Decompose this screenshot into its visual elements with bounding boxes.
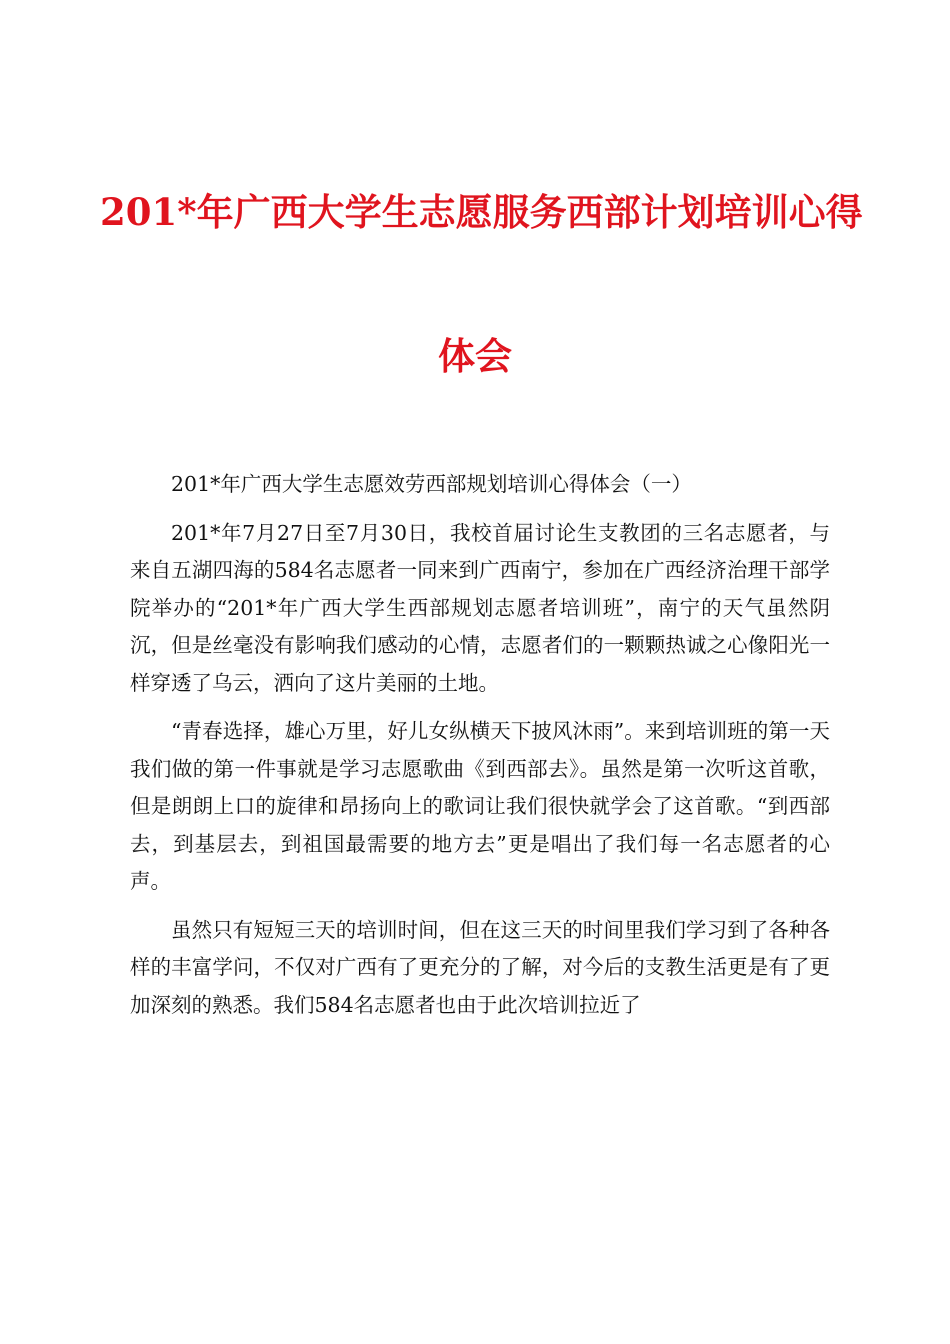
document-title-line-1: 201*年广西大学生志愿服务西部计划培训心得	[100, 190, 863, 234]
paragraph-3: 虽然只有短短三天的培训时间，但在这三天的时间里我们学习到了各种各样的丰富学问，不仅对广西有了更充分的了解，对今后的支教生活更是有了更加深刻的熟悉。我们584名志愿者也由于此次培训拉近了	[130, 917, 830, 1017]
document-title-line-2: 体会	[438, 334, 512, 378]
section-subtitle: 201*年广西大学生志愿效劳西部规划培训心得体会（一）	[171, 472, 692, 496]
document-body	[130, 466, 830, 1035]
paragraph-1: 201*年7月27日至7月30日，我校首届讨论生支教团的三名志愿者，与来自五湖四海的584名志愿者一同来到广西南宁，参加在广西经济治理干部学院举办的“201*年广西大学生西部规划志愿者培训班”，南宁的天气虽然阴沉，但是丝毫没有影响我们感动的心情，志愿者们的一颗颗热诚之心像阳光一样穿透了乌云，洒向了这片美丽的土地。	[130, 520, 830, 695]
paragraph-2: “青春选择，雄心万里，好儿女纵横天下披风沐雨”。来到培训班的第一天我们做的第一件事就是学习志愿歌曲《到西部去》。虽然是第一次听这首歌，但是朗朗上口的旋律和昂扬向上的歌词让我们很快就学会了这首歌。“到西部去，到基层去，到祖国最需要的地方去”更是唱出了我们每一名志愿者的心声。	[130, 719, 830, 893]
